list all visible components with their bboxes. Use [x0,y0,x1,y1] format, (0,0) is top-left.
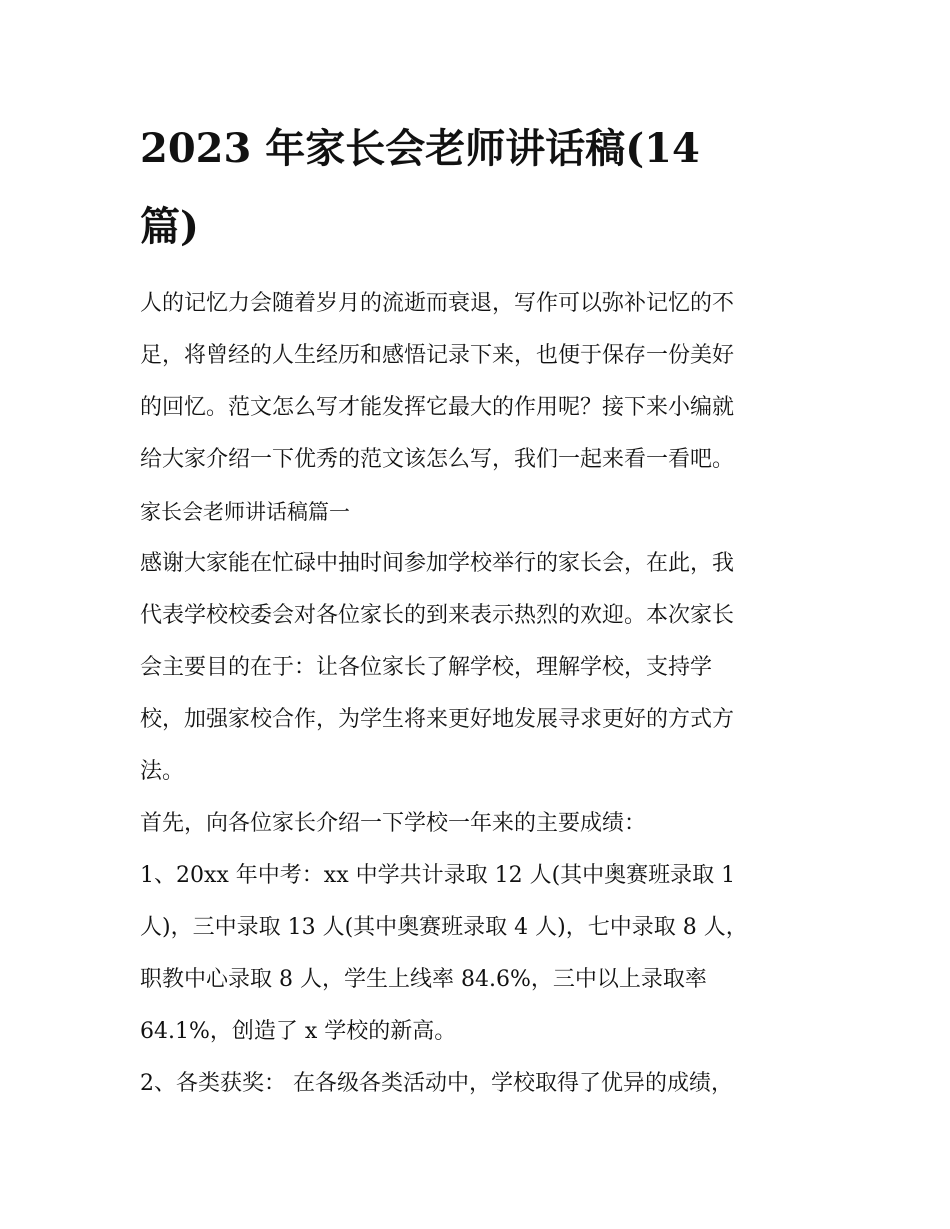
text-line: 足，将曾经的人生经历和感悟记录下来，也便于保存一份美好 [140,343,735,368]
text-line: 人的记忆力会随着岁月的流逝而衰退，写作可以弥补记忆的不 [140,291,735,316]
list-item [140,850,820,1058]
intro-paragraph [140,278,820,486]
text-line: 代表学校校委会对各位家长的到来表示热烈的欢迎。本次家长 [140,603,735,628]
text-line: 校，加强家校合作，为学生将来更好地发展寻求更好的方式方 [140,707,735,732]
text-line: 给大家介绍一下优秀的范文该怎么写，我们一起来看一看吧。 [140,447,735,472]
document-body [140,278,820,1110]
text-line: 1、20xx 年中考：xx 中学共计录取 12 人(其中奥赛班录取 1 [140,863,736,888]
title-line: 2023 年家长会老师讲话稿(14 [140,125,700,172]
text-line: 职教中心录取 8 人，学生上线率 84.6%，三中以上录取率 [140,967,707,992]
text-line: 的回忆。范文怎么写才能发挥它最大的作用呢？接下来小编就 [140,395,735,420]
text-line: 人)，三中录取 13 人(其中奥赛班录取 4 人)，七中录取 8 人， [140,915,748,940]
paragraph [140,798,820,850]
text-line: 2、各类获奖： 在各级各类活动中，学校取得了优异的成绩， [140,1071,733,1096]
paragraph [140,538,820,798]
text-line: 感谢大家能在忙碌中抽时间参加学校举行的家长会，在此，我 [140,551,735,576]
document-title [140,110,820,266]
section-heading: 家长会老师讲话稿篇一 [140,500,350,524]
title-line: 篇) [140,203,199,250]
list-item [140,1058,820,1110]
text-line: 首先，向各位家长介绍一下学校一年来的主要成绩： [140,811,647,836]
text-line: 法。 [140,759,185,784]
text-line: 64.1%，创造了 x 学校的新高。 [140,1019,457,1044]
text-line: 会主要目的在于：让各位家长了解学校，理解学校，支持学 [140,655,713,680]
